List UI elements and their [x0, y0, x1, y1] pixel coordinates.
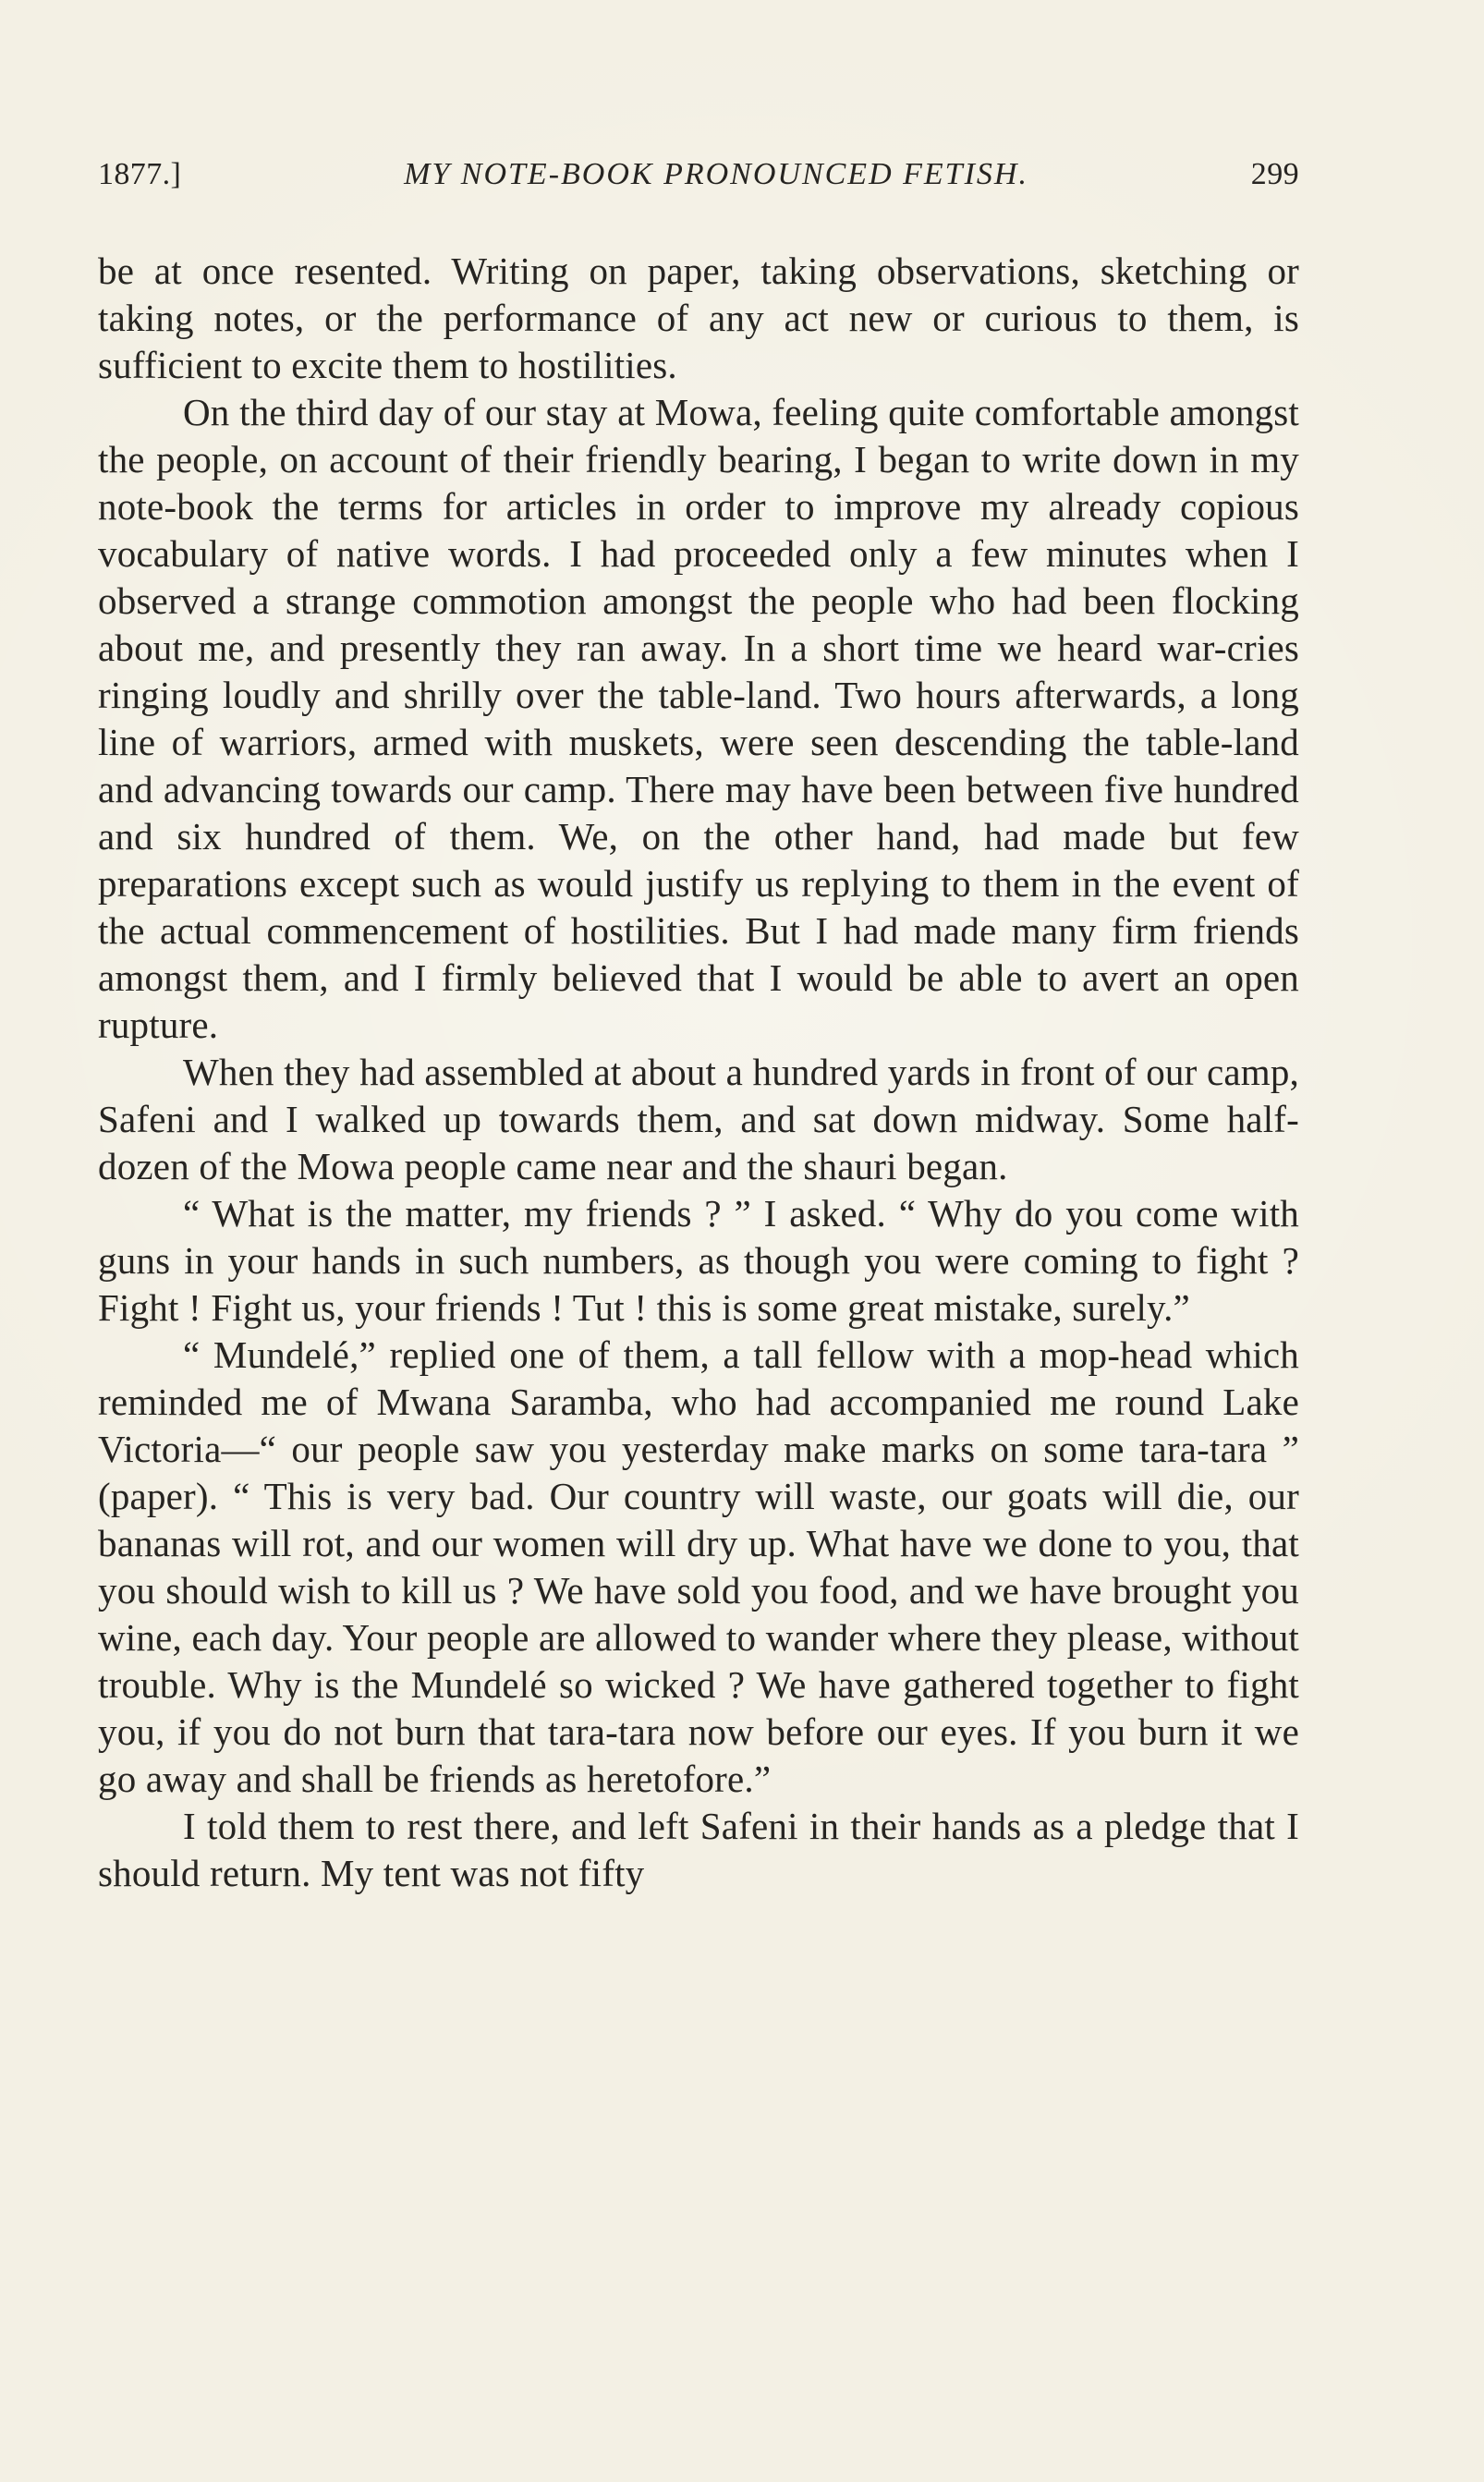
header-year: 1877.]	[98, 157, 182, 191]
paragraph-5: “ Mundelé,” replied one of them, a tall fellow with a mop-head which reminded me of Mwana Saramba, who had accompanied me round Lake Victoria—“ our people saw you yesterday make marks on some tara-tara ” (paper). “ This is very bad. Our country will waste, our goats will die, our bananas will rot, and our women will dry up. What have we done to you, that you should wish to kill us ? We have sold you food, and we have brought you wine, each day. Your people are allowed to wander where they please, without trouble. Why is the Mundelé so wicked ? We have gathered together to fight you, if you do not burn that tara-tara now before our eyes. If you burn it we go away and shall be friends as heretofore.”	[98, 1333, 1299, 1800]
paragraph-4: “ What is the matter, my friends ? ” I asked. “ Why do you come with guns in your hands in such numbers, as though you were coming to fight ? Fight ! Fight us, your friends ! Tut ! this is some great mistake, surely.”	[98, 1192, 1299, 1329]
page-number: 299	[1250, 157, 1299, 191]
paragraph-6: I told them to rest there, and left Safeni in their hands as a pledge that I should return. My tent was not fifty	[98, 1805, 1299, 1894]
paragraph-1: be at once resented. Writing on paper, taking observations, sketching or taking notes, or the performance of any act new or curious to them, is sufficient to excite them to hostilities.	[98, 249, 1299, 386]
paragraph-2: On the third day of our stay at Mowa, feeling quite comfortable amongst the people, on account of their friendly bearing, I began to write down in my note-book the terms for articles in order to improve my already copious vocabulary of native words. I had proceeded only a few minutes when I observed a strange commotion amongst the people who had been flocking about me, and presently they ran away. In a short time we heard war-cries ringing loudly and shrilly over the table-land. Two hours afterwards, a long line of warriors, armed with muskets, were seen descending the table-land and advancing towards our camp. There may have been between five hundred and six hundred of them. We, on the other hand, had made but few preparations except such as would justify us replying to them in the event of the actual commencement of hostilities. But I had made many firm friends amongst them, and I firmly believed that I would be able to avert an open rupture.	[98, 391, 1299, 1046]
paragraph-3: When they had assembled at about a hundred yards in front of our camp, Safeni and I walked up towards them, and sat down midway. Some half-dozen of the Mowa people came near and the shauri began.	[98, 1051, 1299, 1187]
body-text	[98, 248, 1299, 1897]
running-title: MY NOTE-BOOK PRONOUNCED FETISH.	[404, 157, 1028, 191]
running-header	[98, 157, 1299, 213]
